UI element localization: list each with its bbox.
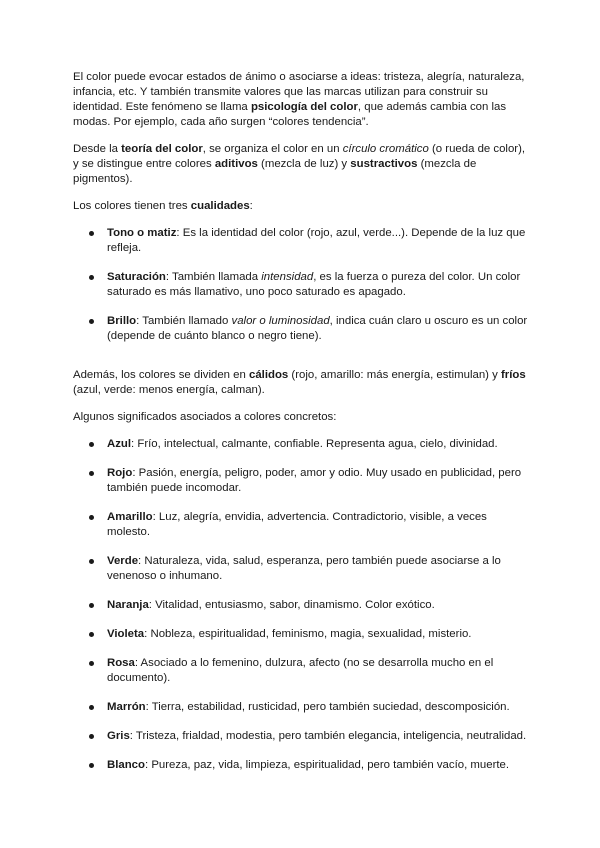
text-span: Algunos significados asociados a colores concretos: [73,411,337,423]
bullet-icon [89,442,94,447]
bold-term: Verde [107,555,139,567]
text-span: : Luz, alegría, envidia, advertencia. Contradictorio, visible, a veces molesto. [107,511,487,538]
text-span: : También llamada [165,271,262,283]
text-span: (mezcla de luz) y [257,158,351,170]
bold-term: cálidos [249,369,289,381]
list-item [73,466,533,496]
text-span: Desde la [73,143,122,155]
text-span: , es la fuerza o pureza del color. Un color saturado es más llamativo, uno poco saturado es apagado. [107,271,521,298]
bold-term: fríos [500,369,526,381]
bold-term: Rojo [107,467,133,479]
intro-paragraph [73,70,533,130]
text-span: , que además cambia con las modas. Por ejemplo, cada año surgen “colores tendencia”. [73,101,507,128]
text-span: : También llamado [136,315,232,327]
qualities-list [73,226,533,344]
bold-term: sustractivos [350,158,418,170]
list-item [73,437,533,452]
text-span: , se organiza el color en un [202,143,343,155]
text-span: : [249,200,253,212]
bold-term: cualidades [190,200,250,212]
bold-term: Tono o matiz [107,227,177,239]
bullet-icon [89,471,94,476]
bullet-icon [89,763,94,768]
text-span: : Es la identidad del color (rojo, azul, verde...). Depende de la luz que refleja. [107,227,526,254]
text-span: : Nobleza, espiritualidad, feminismo, magia, sexualidad, misterio. [144,628,472,640]
text-span: : Frío, intelectual, calmante, confiable. Representa agua, cielo, divinidad. [131,438,498,450]
document-page [73,70,533,787]
list-item [73,510,533,540]
italic-term: intensidad [261,271,314,283]
text-span: , indica cuán claro u oscuro es un color (depende de cuánto blanco o negro tiene). [107,315,528,342]
bold-term: Amarillo [107,511,153,523]
warm-cold-paragraph [73,368,533,398]
bullet-icon [89,603,94,608]
list-item [73,554,533,584]
list-item [73,226,533,256]
bold-term: Gris [107,730,130,742]
text-span: : Pasión, energía, peligro, poder, amor y odio. Muy usado en publicidad, pero también puede incomodar. [107,467,522,494]
text-span: (o rueda de color), y se distingue entre colores [73,143,526,170]
bullet-icon [89,705,94,710]
meanings-intro [73,410,533,425]
list-item [73,700,533,715]
text-span: : Naturaleza, vida, salud, esperanza, pero también puede asociarse a lo venenoso o inhumano. [107,555,501,582]
list-item [73,656,533,686]
text-span: : Pureza, paz, vida, limpieza, espiritualidad, pero también vacío, muerte. [144,759,510,771]
bold-term: Blanco [107,759,145,771]
text-span: (mezcla de pigmentos). [73,158,477,185]
text-span: El color puede evocar estados de ánimo o asociarse a ideas: tristeza, alegría, naturaleza, infancia, etc. Y también transmite valores que las marcas utilizan para construir su identidad. Este fenómeno se llama [73,71,525,113]
text-span: : Asociado a lo femenino, dulzura, afecto (no se desarrolla mucho en el documento). [107,657,494,684]
theory-paragraph [73,142,533,187]
bold-term: Rosa [107,657,135,669]
list-item [73,598,533,613]
list-item [73,758,533,773]
bold-term: aditivos [214,158,258,170]
text-span: Los colores tienen tres [73,200,191,212]
bold-term: psicología del color [250,101,358,113]
spacer [73,358,533,368]
text-span: (azul, verde: menos energía, calman). [73,384,265,396]
italic-term: valor o luminosidad [231,315,330,327]
qualities-intro [73,199,533,214]
bullet-icon [89,231,94,236]
bullet-icon [89,559,94,564]
list-item [73,270,533,300]
bold-term: Brillo [107,315,137,327]
bold-term: Azul [107,438,132,450]
list-item [73,314,533,344]
bold-term: teoría del color [121,143,203,155]
text-span: Además, los colores se dividen en [73,369,250,381]
bullet-icon [89,632,94,637]
bullet-icon [89,515,94,520]
bullet-icon [89,275,94,280]
text-span: : Vitalidad, entusiasmo, sabor, dinamismo. Color exótico. [148,599,435,611]
text-span: : Tristeza, frialdad, modestia, pero también elegancia, inteligencia, neutralidad. [129,730,527,742]
bold-term: Marrón [107,701,146,713]
bullet-icon [89,734,94,739]
list-item [73,729,533,744]
text-span: : Tierra, estabilidad, rusticidad, pero también suciedad, descomposición. [145,701,510,713]
bold-term: Naranja [107,599,149,611]
bullet-icon [89,661,94,666]
color-meanings-list [73,437,533,773]
list-item [73,627,533,642]
bold-term: Violeta [107,628,145,640]
bold-term: Saturación [107,271,166,283]
text-span: (rojo, amarillo: más energía, estimulan) y [288,369,501,381]
bullet-icon [89,319,94,324]
italic-term: círculo cromático [342,143,429,155]
